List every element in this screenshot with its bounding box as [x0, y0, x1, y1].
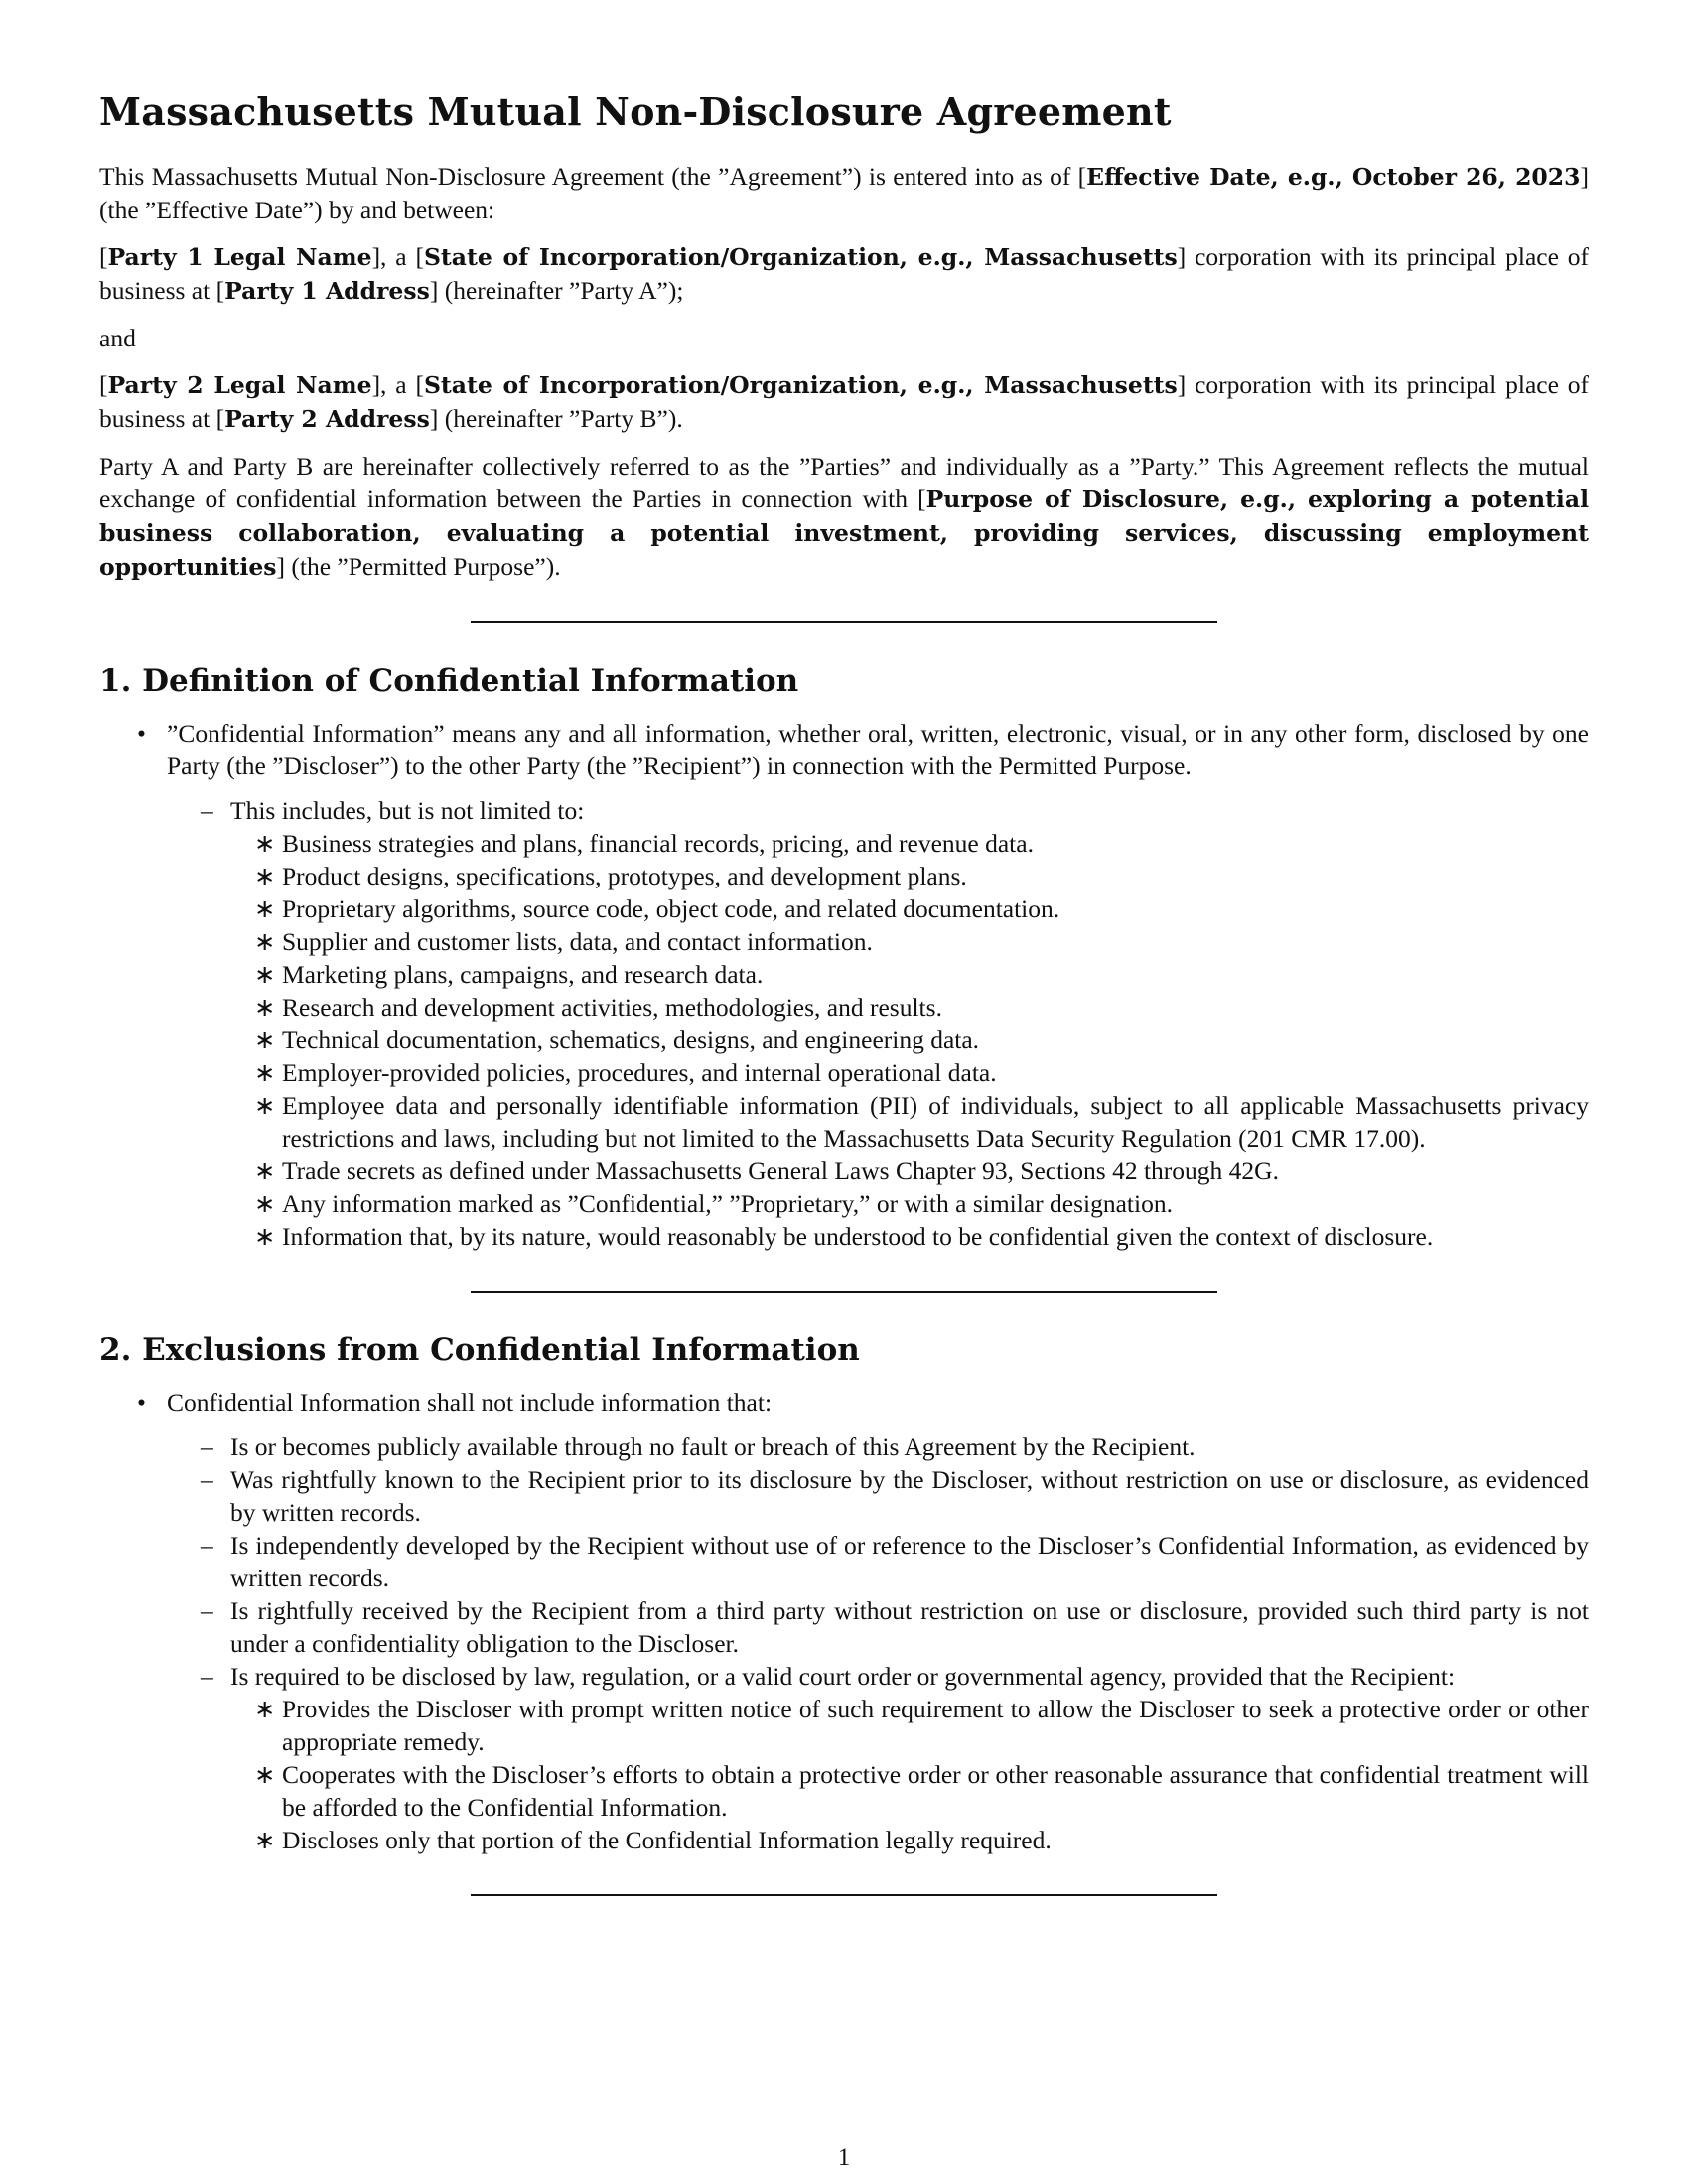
party-a-state-placeholder: State of Incorporation/Organization, e.g., Massachusetts — [423, 243, 1178, 271]
party-a-text-end: (hereinafter ”Party A”); — [438, 276, 684, 305]
list-item: ∗ Employee data and personally identifiable information (PII) of individuals, subject to all applicable Massachusetts privacy restrictions and laws, including but not limited to the Massachusetts Data Security Regulation (201 CMR 17.00). — [230, 1089, 1589, 1155]
section-1-list — [99, 717, 1589, 1253]
list-item: ∗ Research and development activities, methodologies, and results. — [230, 991, 1589, 1024]
intro-text: This Massachusetts Mutual Non-Disclosure Agreement (the ”Agreement”) is entered into as of — [99, 162, 1078, 191]
party-a-paragraph: [Party 1 Legal Name], a [State of Incorporation/Organization, e.g., Massachusetts] corporation with its principal place of business at [Party 1 Address] (hereinafter ”Party A”); — [99, 242, 1589, 305]
list-item: ∗ Marketing plans, campaigns, and research data. — [230, 958, 1589, 991]
list-item — [167, 794, 1589, 1253]
section-divider — [471, 1894, 1217, 1896]
effective-date-placeholder: Effective Date, e.g., October 26, 2023 — [1086, 163, 1581, 191]
list-item: ∗ Cooperates with the Discloser’s efforts to obtain a protective order or other reasonable assurance that confidential treatment will be afforded to the Confidential Information. — [230, 1758, 1589, 1824]
list-item: – Is or becomes publicly available through no fault or breach of this Agreement by the Recipient. — [167, 1431, 1589, 1463]
party-a-text: corporation with its principal place of business at — [99, 242, 1589, 305]
section-1-bullet — [99, 717, 1589, 1253]
list-item: ∗ Technical documentation, schematics, designs, and engineering data. — [230, 1024, 1589, 1056]
section-2-heading: 2. Exclusions from Confidential Information — [99, 1332, 860, 1368]
list-item: ∗ Supplier and customer lists, data, and contact information. — [230, 925, 1589, 958]
section-2-list — [99, 1386, 1589, 1856]
legal-requirement-text: Is required to be disclosed by law, regulation, or a valid court order or governmental agency, provided that the Recipient: — [230, 1662, 1456, 1691]
legal-requirement-sublist — [230, 1693, 1589, 1856]
list-item: ∗ Trade secrets as defined under Massachusetts General Laws Chapter 93, Sections 42 through 42G. — [230, 1155, 1589, 1187]
list-item: – Is rightfully received by the Recipient from a third party without restriction on use or disclosure, provided such third party is not under a confidentiality obligation to the Discloser. — [167, 1594, 1589, 1660]
section-divider — [471, 621, 1217, 623]
parties-paragraph: Party A and Party B are hereinafter collectively referred to as the ”Parties” and individually as a ”Party.” This Agreement reflects the mutual exchange of confidential information between the Parties in connection with [Purpose of Disclosure, e.g., exploring a potential business collaboration, evaluating a potential investment, providing services, discussing employment opportunities] (the ”Permitted Purpose”). — [99, 452, 1590, 581]
list-item: ∗ Information that, by its nature, would reasonably be understood to be confidential given the context of disclosure. — [230, 1220, 1589, 1253]
party-b-text-end: (hereinafter ”Party B”). — [438, 404, 683, 433]
party-b-text: corporation with its principal place of business at — [99, 370, 1589, 433]
intro-text-end: (the ”Effective Date”) by and between: — [99, 196, 495, 224]
includes-text: This includes, but is not limited to: — [230, 796, 585, 825]
purpose-placeholder: Purpose of Disclosure, e.g., exploring a potential business collaboration, evaluating a potential investment, providing services, discussing employment opportunities — [99, 485, 1590, 581]
list-item: ∗ Any information marked as ”Confidential,” ”Proprietary,” or with a similar designation. — [230, 1187, 1589, 1220]
section-1-sublist — [167, 794, 1589, 1253]
section-2-lead: • Confidential Information shall not include information that: — [167, 1388, 773, 1417]
intro-paragraph: This Massachusetts Mutual Non-Disclosure Agreement (the ”Agreement”) is entered into as of [Effective Date, e.g., October 26, 2023] (the ”Effective Date”) by and between: — [99, 162, 1589, 224]
party-b-paragraph: [Party 2 Legal Name], a [State of Incorporation/Organization, e.g., Massachusetts] corporation with its principal place of business at [Party 2 Address] (hereinafter ”Party B”). — [99, 370, 1589, 433]
list-item: ∗ Business strategies and plans, financial records, pricing, and revenue data. — [230, 827, 1589, 860]
section-1-lead: ”Confidential Information” means any and all information, whether oral, written, electronic, visual, or in any other form, disclosed by one Party (the ”Discloser”) to the other Party (the ”Recipient”) in connection with the Permitted Purpose. — [167, 719, 1589, 780]
parties-text: Party A and Party B are hereinafter collectively referred to as the ”Parties” and individually as a ”Party.” This Agreement reflects the mutual exchange of confidential information between the Parties in connection with — [99, 452, 1589, 513]
and-text: and — [99, 324, 136, 352]
list-item: ∗ Proprietary algorithms, source code, object code, and related documentation. — [230, 892, 1589, 925]
list-item: – Is independently developed by the Recipient without use of or reference to the Discloser’s Confidential Information, as evidenced by written records. — [167, 1529, 1589, 1594]
list-item — [167, 1660, 1589, 1856]
section-1-heading: 1. Definition of Confidential Information — [99, 663, 799, 699]
parties-text-end: (the ”Permitted Purpose”). — [285, 552, 561, 581]
exclusions-list — [167, 1431, 1589, 1856]
party-a-address-placeholder: Party 1 Address — [224, 277, 430, 305]
party-b-state-placeholder: State of Incorporation/Organization, e.g., Massachusetts — [423, 371, 1178, 399]
party-b-name-placeholder: Party 2 Legal Name — [107, 371, 372, 399]
list-item: ∗ Product designs, specifications, prototypes, and development plans. — [230, 860, 1589, 892]
list-item: – Was rightfully known to the Recipient prior to its disclosure by the Discloser, without restriction on use or disclosure, as evidenced by written records. — [167, 1463, 1589, 1529]
section-divider — [471, 1291, 1217, 1293]
list-item: ∗ Discloses only that portion of the Confidential Information legally required. — [230, 1824, 1589, 1856]
list-item: ∗ Provides the Discloser with prompt written notice of such requirement to allow the Discloser to seek a protective order or other appropriate remedy. — [230, 1693, 1589, 1758]
party-a-name-placeholder: Party 1 Legal Name — [107, 243, 372, 271]
document-title: Massachusetts Mutual Non-Disclosure Agreement — [99, 89, 1172, 134]
list-item: ∗ Employer-provided policies, procedures, and internal operational data. — [230, 1056, 1589, 1089]
included-items-list — [230, 827, 1589, 1253]
page-number: 1 — [837, 2144, 851, 2171]
party-b-address-placeholder: Party 2 Address — [224, 405, 430, 433]
section-2-bullet — [99, 1386, 1589, 1856]
